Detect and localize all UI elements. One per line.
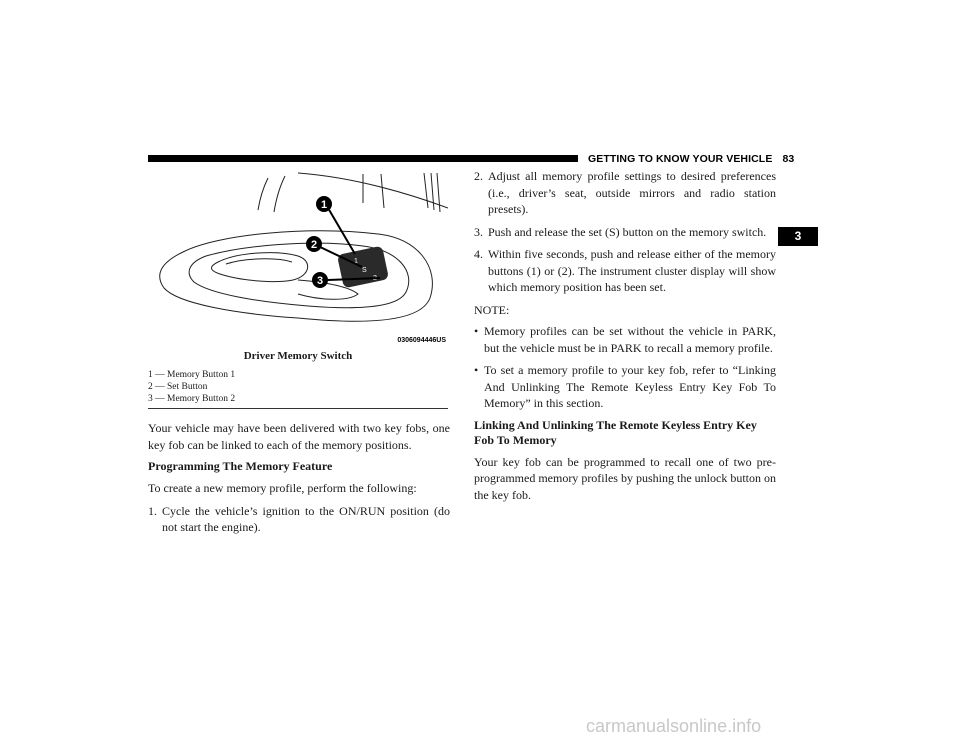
legend-item: 1 — Memory Button 1 — [148, 370, 236, 380]
driver-memory-switch-illustration — [148, 168, 448, 346]
legend-item: 3 — Memory Button 2 — [148, 394, 236, 404]
figure-caption: Driver Memory Switch — [243, 350, 353, 362]
step-number: 3. — [474, 224, 483, 239]
intro-paragraph: Your vehicle may have been delivered with two key fobs, one key fob can be linked to each of the memory positions. — [148, 421, 450, 452]
note-label: NOTE: — [474, 302, 510, 317]
step-text: Within five seconds, push and release either of the memory buttons (1) or (2). The instrument cluster display will show which memory position has been set. — [488, 247, 776, 294]
note-bullet — [474, 362, 776, 412]
watermark: carmanualsonline.info — [586, 716, 762, 736]
step-2 — [474, 168, 776, 218]
chapter-tab: 3 — [778, 227, 818, 246]
svg-text:2: 2 — [310, 239, 318, 251]
step-number: 2. — [474, 169, 483, 183]
svg-text:1: 1 — [320, 199, 328, 211]
step-3 — [474, 224, 776, 241]
step-1 — [148, 503, 450, 536]
callout-1 — [316, 196, 332, 212]
legend-item: 2 — Set Button — [148, 382, 208, 392]
step-text: Push and release the set (S) button on the memory switch. — [488, 224, 767, 239]
page-number: 83 — [782, 153, 795, 165]
header-rule — [148, 155, 578, 162]
bullet-text: Memory profiles can be set without the vehicle in PARK, but the vehicle must be in PARK to recall a memory profile. — [484, 324, 776, 355]
figure-legend — [148, 369, 448, 405]
right-column — [474, 168, 776, 509]
switch-label-s: S — [362, 267, 367, 274]
left-column — [148, 420, 450, 542]
section-heading: Linking And Unlinking The Remote Keyless Entry Key Fob To Memory — [474, 417, 757, 447]
step-text: Cycle the vehicle’s ignition to the ON/RUN position (do not start the engine). — [162, 503, 450, 534]
linking-paragraph: Your key fob can be programmed to recall one of two pre-programmed memory profiles by pushing the unlock button on the key fob. — [474, 454, 776, 502]
switch-label-1: 1 — [354, 258, 358, 265]
step-text: Adjust all memory profile settings to desired preferences (i.e., driver’s seat, outside mirrors and radio station presets). — [488, 169, 776, 216]
callout-2 — [306, 236, 322, 252]
step-4 — [474, 246, 776, 296]
section-heading: Programming The Memory Feature — [148, 459, 333, 473]
bullet-text: To set a memory profile to your key fob, refer to “Linking And Unlinking The Remote Keyless Entry Key Fob To Memory” in this section. — [484, 363, 776, 410]
lead-paragraph: To create a new memory profile, perform the following: — [148, 481, 417, 495]
legend-divider — [148, 408, 448, 409]
bullet-marker: • — [474, 324, 479, 338]
note-bullet — [474, 323, 776, 356]
svg-text:3: 3 — [316, 275, 324, 287]
section-title: GETTING TO KNOW YOUR VEHICLE — [588, 153, 773, 165]
bullet-marker: • — [474, 363, 479, 377]
callout-3 — [312, 272, 328, 288]
step-number: 4. — [474, 247, 483, 261]
part-code: 0306094446US — [397, 337, 446, 344]
running-header — [588, 153, 794, 165]
step-number: 1. — [148, 503, 157, 518]
